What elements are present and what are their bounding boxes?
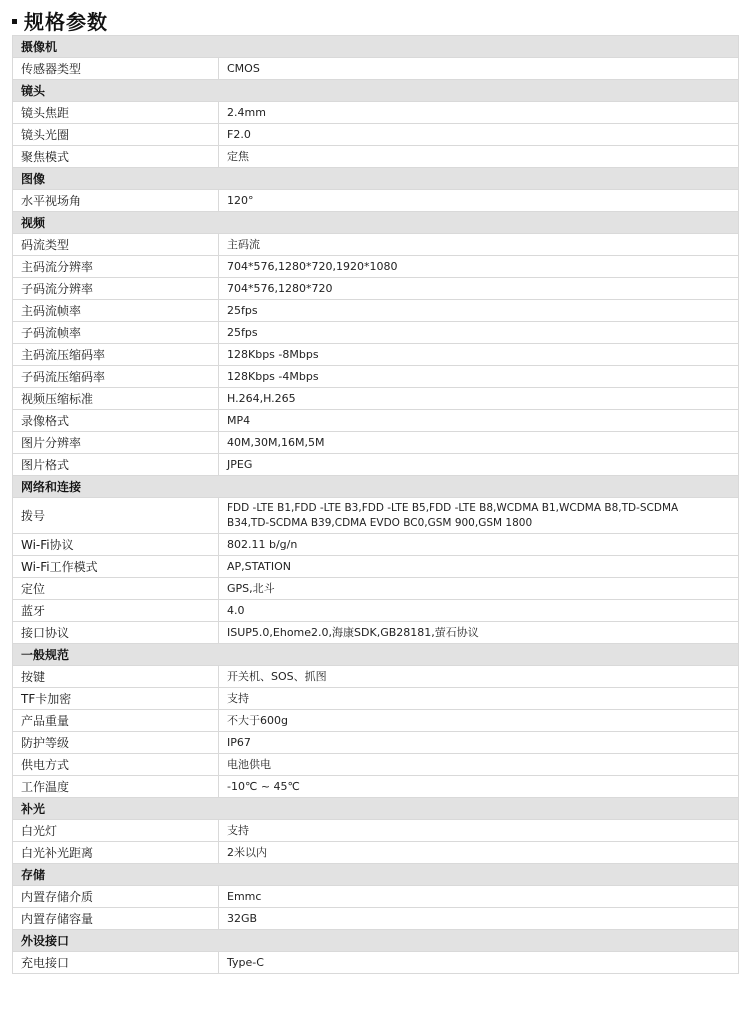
spec-row <box>13 908 739 930</box>
spec-row <box>13 498 739 534</box>
page-title: 规格参数 <box>24 9 108 34</box>
spec-row <box>13 688 739 710</box>
spec-row <box>13 820 739 842</box>
section-header: 视频 <box>13 212 739 234</box>
spec-row <box>13 278 739 300</box>
spec-value: 128Kbps -4Mbps <box>219 366 739 388</box>
spec-value: 40M,30M,16M,5M <box>219 432 739 454</box>
spec-row <box>13 710 739 732</box>
spec-label: 聚焦模式 <box>13 146 219 168</box>
spec-value: 25fps <box>219 300 739 322</box>
spec-label: 水平视场角 <box>13 190 219 212</box>
section-header-row <box>13 212 739 234</box>
spec-label: 充电接口 <box>13 952 219 974</box>
section-header-row <box>13 36 739 58</box>
spec-row <box>13 732 739 754</box>
spec-row <box>13 410 739 432</box>
section-header-row <box>13 476 739 498</box>
spec-label: 防护等级 <box>13 732 219 754</box>
spec-value: Emmc <box>219 886 739 908</box>
spec-label: 接口协议 <box>13 622 219 644</box>
spec-label: 录像格式 <box>13 410 219 432</box>
spec-row <box>13 388 739 410</box>
spec-row <box>13 622 739 644</box>
spec-row <box>13 234 739 256</box>
spec-value: 120° <box>219 190 739 212</box>
spec-row <box>13 344 739 366</box>
spec-value: 704*576,1280*720,1920*1080 <box>219 256 739 278</box>
spec-row <box>13 256 739 278</box>
section-header: 一般规范 <box>13 644 739 666</box>
spec-row <box>13 322 739 344</box>
spec-row <box>13 666 739 688</box>
spec-table-body <box>13 36 739 974</box>
spec-label: 白光补光距离 <box>13 842 219 864</box>
spec-label: 定位 <box>13 578 219 600</box>
spec-label: 主码流压缩码率 <box>13 344 219 366</box>
spec-row <box>13 146 739 168</box>
spec-label: TF卡加密 <box>13 688 219 710</box>
spec-value: 32GB <box>219 908 739 930</box>
spec-label: 子码流压缩码率 <box>13 366 219 388</box>
spec-label: 主码流帧率 <box>13 300 219 322</box>
spec-label: 视频压缩标准 <box>13 388 219 410</box>
spec-value: 2.4mm <box>219 102 739 124</box>
spec-value: 802.11 b/g/n <box>219 534 739 556</box>
spec-row <box>13 578 739 600</box>
spec-value: ISUP5.0,Ehome2.0,海康SDK,GB28181,萤石协议 <box>219 622 739 644</box>
spec-value: MP4 <box>219 410 739 432</box>
spec-value: JPEG <box>219 454 739 476</box>
spec-label: 蓝牙 <box>13 600 219 622</box>
section-header: 摄像机 <box>13 36 739 58</box>
page-header <box>12 6 108 34</box>
section-header-row <box>13 168 739 190</box>
section-header-row <box>13 644 739 666</box>
spec-value: GPS,北斗 <box>219 578 739 600</box>
spec-value: IP67 <box>219 732 739 754</box>
spec-row <box>13 952 739 974</box>
spec-row <box>13 534 739 556</box>
spec-label: 拨号 <box>13 498 219 534</box>
spec-label: 内置存储介质 <box>13 886 219 908</box>
spec-value: 4.0 <box>219 600 739 622</box>
spec-label: 内置存储容量 <box>13 908 219 930</box>
spec-value: 支持 <box>219 820 739 842</box>
section-header: 网络和连接 <box>13 476 739 498</box>
section-header-row <box>13 80 739 102</box>
spec-label: Wi-Fi工作模式 <box>13 556 219 578</box>
spec-value: 不大于600g <box>219 710 739 732</box>
spec-label: 图片格式 <box>13 454 219 476</box>
section-header: 存储 <box>13 864 739 886</box>
title-bullet-icon <box>12 19 17 24</box>
spec-table <box>12 35 739 974</box>
section-header: 补光 <box>13 798 739 820</box>
spec-label: 子码流分辨率 <box>13 278 219 300</box>
spec-value: 128Kbps -8Mbps <box>219 344 739 366</box>
spec-label: 供电方式 <box>13 754 219 776</box>
spec-row <box>13 454 739 476</box>
spec-label: 传感器类型 <box>13 58 219 80</box>
spec-value: FDD -LTE B1,FDD -LTE B3,FDD -LTE B5,FDD -LTE B8,WCDMA B1,WCDMA B8,TD-SCDMA B34,TD-SCDMA B39,CDMA EVDO BC0,GSM 900,GSM 1800 <box>219 498 739 534</box>
section-header: 外设接口 <box>13 930 739 952</box>
spec-label: 按键 <box>13 666 219 688</box>
spec-row <box>13 842 739 864</box>
spec-value: F2.0 <box>219 124 739 146</box>
spec-label: 子码流帧率 <box>13 322 219 344</box>
spec-value: -10℃ ~ 45℃ <box>219 776 739 798</box>
spec-label: 镜头焦距 <box>13 102 219 124</box>
section-header-row <box>13 798 739 820</box>
spec-row <box>13 102 739 124</box>
spec-label: 镜头光圈 <box>13 124 219 146</box>
spec-label: 工作温度 <box>13 776 219 798</box>
spec-value: 开关机、SOS、抓图 <box>219 666 739 688</box>
spec-row <box>13 754 739 776</box>
section-header-row <box>13 864 739 886</box>
spec-label: 码流类型 <box>13 234 219 256</box>
spec-label: 产品重量 <box>13 710 219 732</box>
spec-value: 704*576,1280*720 <box>219 278 739 300</box>
spec-label: 图片分辨率 <box>13 432 219 454</box>
spec-row <box>13 556 739 578</box>
section-header-row <box>13 930 739 952</box>
spec-row <box>13 432 739 454</box>
spec-value: 定焦 <box>219 146 739 168</box>
spec-value: 电池供电 <box>219 754 739 776</box>
spec-row <box>13 886 739 908</box>
spec-label: Wi-Fi协议 <box>13 534 219 556</box>
spec-row <box>13 300 739 322</box>
section-header: 图像 <box>13 168 739 190</box>
spec-label: 主码流分辨率 <box>13 256 219 278</box>
spec-row <box>13 600 739 622</box>
spec-value: 25fps <box>219 322 739 344</box>
spec-value: CMOS <box>219 58 739 80</box>
spec-row <box>13 190 739 212</box>
spec-value: 主码流 <box>219 234 739 256</box>
spec-row <box>13 58 739 80</box>
spec-value: AP,STATION <box>219 556 739 578</box>
spec-row <box>13 776 739 798</box>
section-header: 镜头 <box>13 80 739 102</box>
spec-label: 白光灯 <box>13 820 219 842</box>
spec-value: H.264,H.265 <box>219 388 739 410</box>
spec-value: 2米以内 <box>219 842 739 864</box>
spec-value: Type-C <box>219 952 739 974</box>
spec-value: 支持 <box>219 688 739 710</box>
spec-row <box>13 124 739 146</box>
spec-row <box>13 366 739 388</box>
